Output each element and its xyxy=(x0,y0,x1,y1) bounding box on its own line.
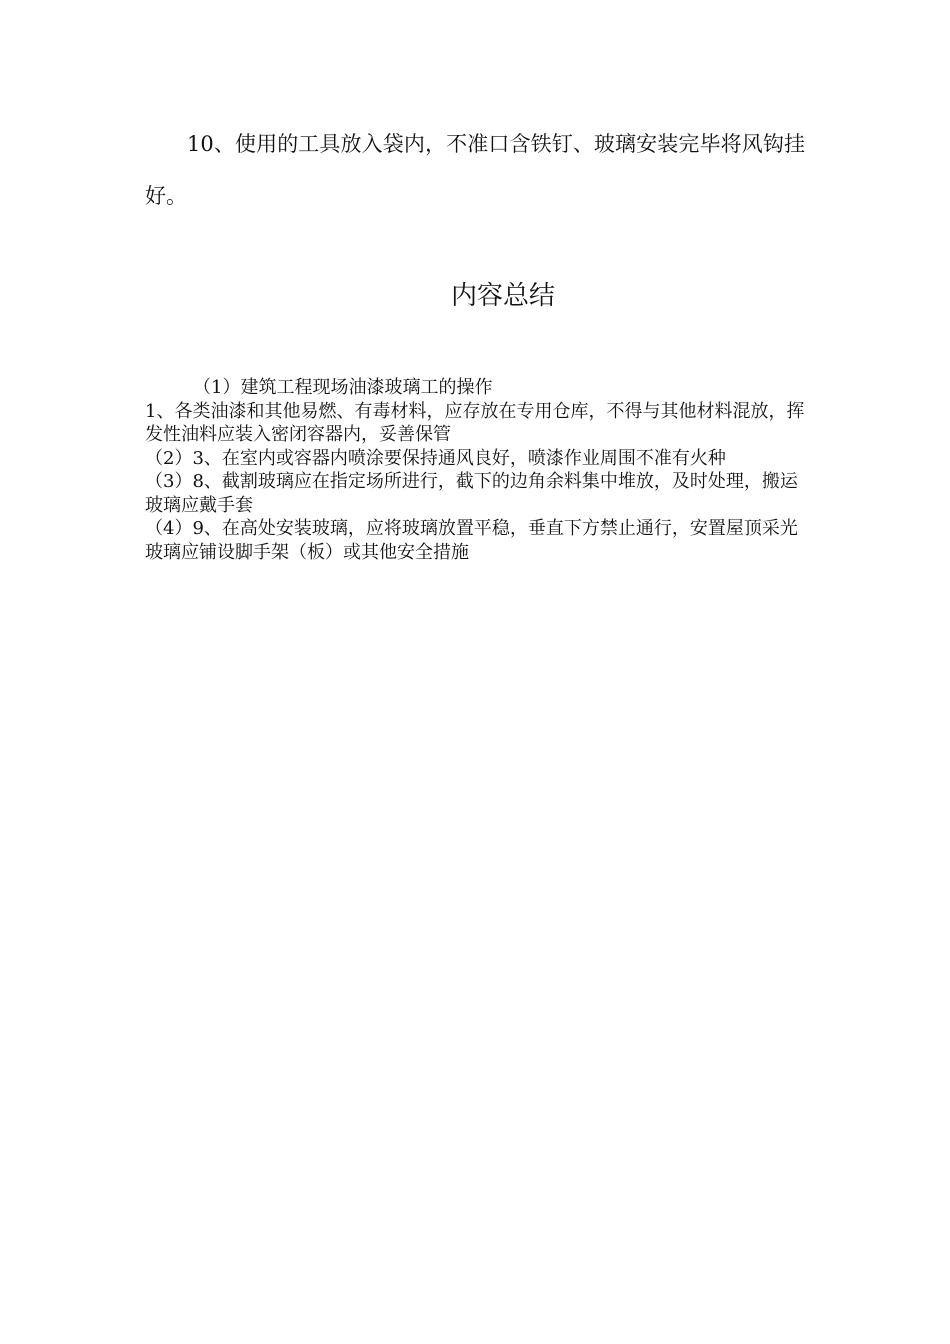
summary-item-3: （3）8、截割玻璃应在指定场所进行，截下的边角余料集中堆放，及时处理，搬运玻璃应戴手套 xyxy=(145,471,798,516)
summary-item-2: （2）3、在室内或容器内喷涂要保持通风良好，喷漆作业周围不准有火种 xyxy=(145,447,726,469)
summary-item-1: 1、各类油漆和其他易燃、有毒材料，应存放在专用仓库，不得与其他材料混放，挥发性油料应装入密闭容器内，妥善保管 xyxy=(145,400,805,445)
paragraph-10: 10、使用的工具放入袋内，不准口含铁钉、玻璃安装完毕将风钩挂好。 xyxy=(145,132,805,208)
summary-title: 内容总结 xyxy=(450,281,555,311)
summary-section xyxy=(145,376,805,564)
summary-heading: （1）建筑工程现场油漆玻璃工的操作 xyxy=(193,377,493,398)
summary-item-4: （4）9、在高处安装玻璃，应将玻璃放置平稳，垂直下方禁止通行，安置屋顶采光玻璃应铺设脚手架（板）或其他安全措施 xyxy=(145,518,798,563)
